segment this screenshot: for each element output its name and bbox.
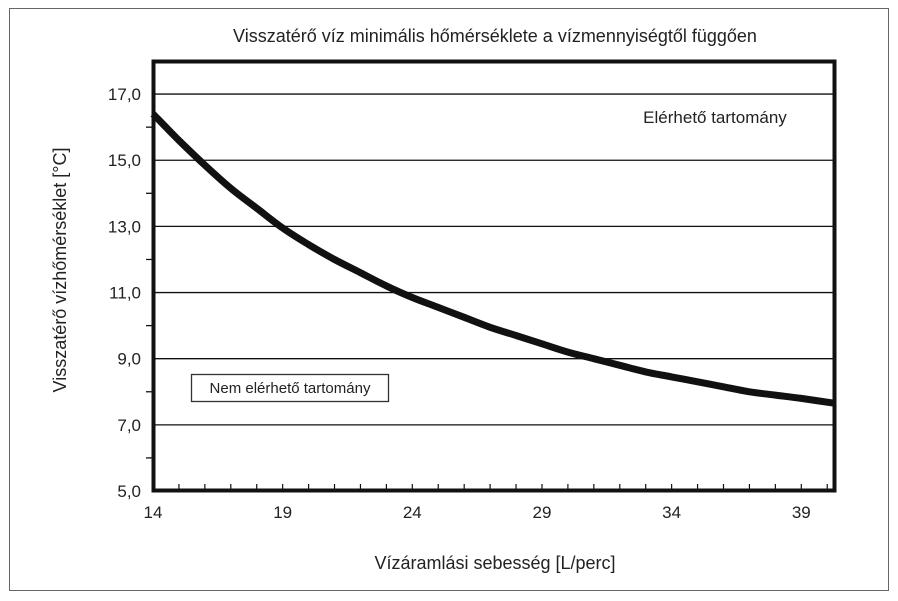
x-tick-label: 34 <box>662 503 682 522</box>
x-tick-label: 24 <box>402 503 422 522</box>
y-tick-label: 17,0 <box>107 85 141 105</box>
y-tick-label: 15,0 <box>107 151 141 171</box>
x-tick-label: 29 <box>532 503 552 522</box>
minor-ticks <box>146 127 827 491</box>
series-line <box>153 114 835 403</box>
chart-title: Visszatérő víz minimális hőmérséklete a vízmennyiségtől függően <box>233 26 757 46</box>
y-axis-label: Visszatérő vízhőmérséklet [°C] <box>50 147 70 393</box>
annotation-reachable: Elérhető tartomány <box>643 108 787 127</box>
x-tick-labels <box>144 503 811 522</box>
y-tick-label: 13,0 <box>107 217 141 237</box>
y-tick-label: 11,0 <box>109 283 141 303</box>
y-tick-label: 9,0 <box>117 349 141 369</box>
x-tick-label: 39 <box>791 503 811 522</box>
x-tick-label: 14 <box>143 503 163 522</box>
y-tick-labels <box>108 85 141 501</box>
series-layer <box>153 114 835 403</box>
y-tick-label: 7,0 <box>117 415 141 435</box>
x-tick-label: 19 <box>273 503 293 522</box>
y-tick-label: 5,0 <box>117 482 141 501</box>
annotation-unreachable: Nem elérhető tartomány <box>209 380 371 397</box>
x-axis-label: Vízáramlási sebesség [L/perc] <box>374 553 616 573</box>
